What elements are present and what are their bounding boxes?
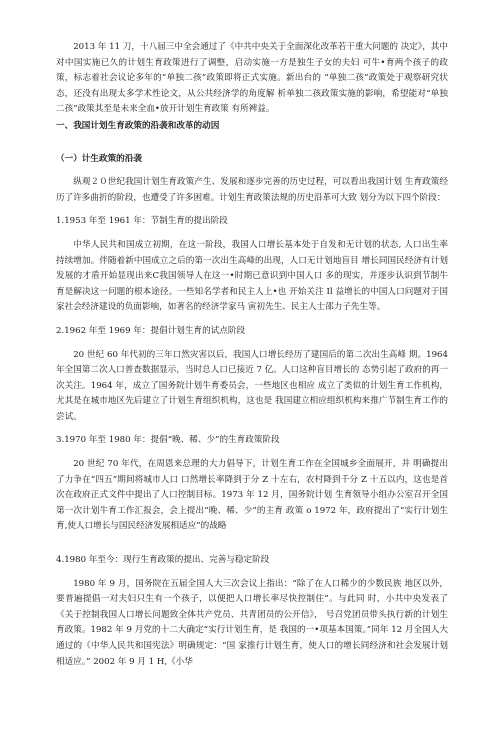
stage1-paragraph: 中华人民共和国成立初期，在这一阶段，我国人口增长基本处于自发和无计划的状态, 人口出生率持续增加。伴随着新中国成立之后的第一次出生高峰的出现，人口无计划地盲目 增长同国民经济有计划发展的才盾开始显现出来C我国领导人在这一•时期已意识到中国人口 多的现实，并逐步认识到节制牛育是解决这一问题的根本途径。一些知名学者和民主人上•也 开始关注 Il 益增长的中国人口问题对于国家社会经济建设的负面影响，如著名的经济学家马 寅初先生、民主人士邵力子先生等。	[56, 239, 448, 313]
stage3-title: 3.1970 年至 1980 年：提倡“晚、稀、少”的生育政策阶段	[56, 435, 280, 446]
section-heading: 一、我国计划生育政策的沿袭和改革的动因	[56, 120, 220, 131]
intro-paragraph: 2013 年 11 刀，十八届三中全会通过了《中共中央关于全面深化改革若干重大问题的 决定》，其中对中国实施已久的计划生育政策进行了调整，启动实施一方是独生子女的夫妇 可牛•育两个孩子的政策，标志着社会议论多年的“单独二孩”政策即将正式实施。新出台的 “单独二孩”政策处于观察研究状态，还没有出现太多学术性论文，从公共经济学的角度解 析单独二孩政策实施的影响，希望能对“单独二孩”政策其至是未来全血•放开计划生育政策 有所裨益。	[56, 42, 448, 115]
stage1-title: 1.1953 年至 1961 年：节制生育的提出阶段	[56, 216, 228, 227]
stage4-paragraph: 1980 年 9 月，国务院在五届全国人大三次会议上指出：“除了在人口稀少的少数民族 地区以外，要普遍提倡一对夫妇只生有一个孩子，以便把人口增长率尽快控制住”。与此同 时，小共中央发表了《关于控制我国人口增长问题致全体共产党员、共青团员的公开信》， 号召党团员带头执行新的计划生育政策。1982 年 9 月党的十二大确定“实行计划生育，是 我国的一•项基本国策。”同年 12 月全国人大通过的《中华人民共和国宪法》明确规定：“国 家推行计划生育，使人口的增长同经济和社会发展计划相适应。” 2002 年 9 月 1 H,《小华	[56, 578, 448, 667]
stage4-title: 4.1980 年至今：现行生育政策的提出、完善与稳定阶段	[56, 555, 270, 566]
stage2-paragraph: 20 世纪 60 年代初的三年口然灾害以后，我国人口增长经历了建国后的第二次出生高峰 期。1964 年全国第二次人口普查数据显示，当时总人口已接近 7 亿。人口这种盲目增长的 态势引起了政府的再一次关注。1964 年，成立了国务院计划牛育委员会，一些地区也相应 成立了类似的计划生育工作机构，尤其是在城市地区先后建立了计划生育组织机构，这也是 我国建立相应组织机构来推广节制生育工作的尝试。	[56, 349, 448, 422]
stage2-title: 2.1962 年至 1969 年：提倡计划生育的试点阶段	[56, 325, 246, 336]
subsection-heading: （一）计生政策的沿袭	[56, 153, 142, 164]
stage3-paragraph: 20 世纪 70 年代，在周恩来总理的大力倡导下，计划生育工作在全国城乡全面展开，并 明确提出了力争在“四五”期间将城市人口 口然增长率降到于分 Z 十左右，农村降到千分 Z 十五以内，这也是首次在政府正式文件中提出了人口控制目标。1973 年 12 月，国务院计划 生育领导小组办公室召开全国第一次计划牛育工作汇报会，会上提出“晚、稀、少”的主育 政策 o 1972 年，政府提出了“实行计划生育,使人口增长与国民经济发展相适应”的战略	[56, 459, 448, 532]
overview-paragraph: 纵观２０世纪我国计划生育政策产生、发展和逐步完善的历史过程，可以看出我国计划 生育政策经历了许多曲折的阶段，也遭受了许多困难。计划生育政策法规的历史沿革可大致 划分为以下四个阶段：	[56, 177, 448, 203]
